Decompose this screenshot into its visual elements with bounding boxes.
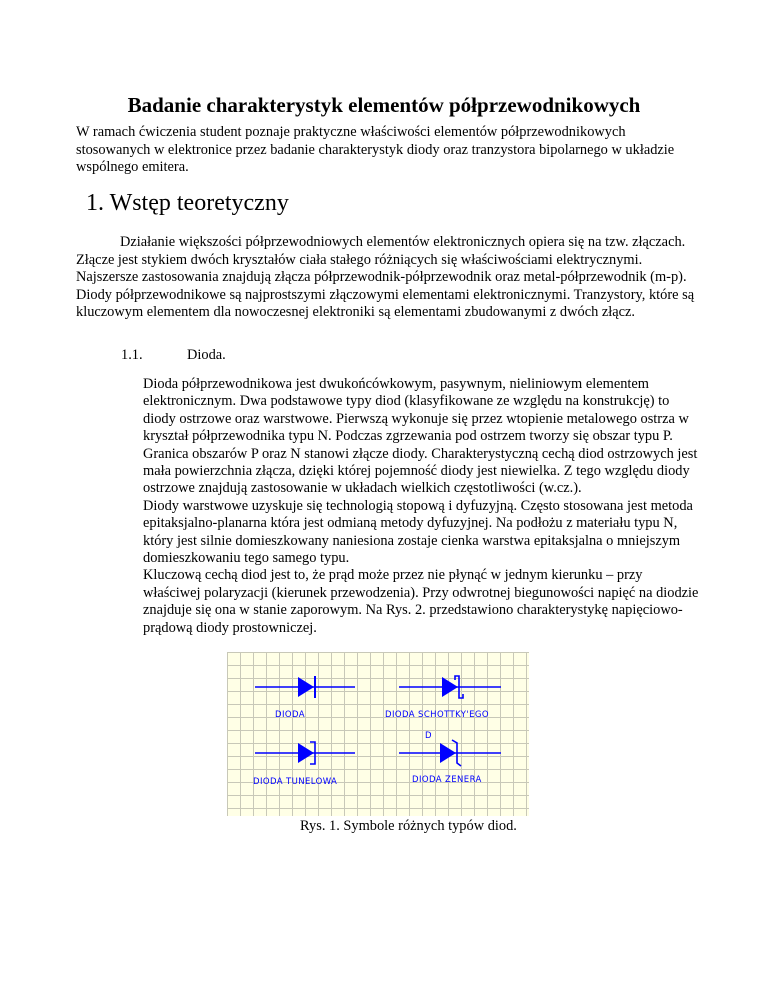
- diode-symbols-drawing: [227, 652, 529, 816]
- subsection-number: 1.1.: [121, 347, 143, 363]
- label-dioda-schottky: DIODA SCHOTTKY'EGO: [385, 710, 489, 720]
- diode-paragraph-1: Dioda półprzewodnikowa jest dwukońcówkowym, pasywnym, nieliniowym elementem elektronicznym. Dwa podstawowe typy diod (klasyfikowane ze względu na konstrukcję) to diody ostrzowe oraz warstwowe. Pierwszą wykonuje się przez wtopienie metalowego ostrza w kryształ półprzewodnika typu N. Podczas zgrzewania pod ostrzem tworzy się obszar typu P. Granica obszarów P oraz N stanowi złącze diody. Charakterystyczną cechą diod ostrzowych jest mała powierzchnia złącza, dzięki której pojemność diody jest niewielka. Z tego względu diody ostrzowe znajdują zastosowanie w układach wielkich częstotliwości (w.cz.).: [143, 376, 698, 497]
- schottky-diode-symbol: [399, 676, 501, 698]
- diode-paragraph-3: Kluczową cechą diod jest to, że prąd może przez nie płynąć w jednym kierunku – przy właściwej polaryzacji (kierunek przewodzenia). Przy odwrotnej biegunowości napięć na diodzie znajduje się ona w stanie zaporowym. Na Rys. 2. przedstawiono charakterystykę napięciowo-prądową diody prostowniczej.: [143, 567, 699, 636]
- tunnel-diode-symbol: [255, 742, 355, 764]
- label-dioda: DIODA: [275, 710, 305, 720]
- diode-symbol: [255, 676, 355, 698]
- zener-diode-symbol: [399, 740, 501, 766]
- subsection-title: Dioda.: [187, 347, 226, 363]
- diode-symbols-figure: [227, 652, 529, 816]
- diode-paragraph-2: Diody warstwowe uzyskuje się technologią stopową i dyfuzyjną. Często stosowana jest metoda epitaksjalno-planarna która jest odmianą metody dyfuzyjnej. Na podłożu z materiału typu N, który jest silnie domieszkowany naniesiona zostaje cienka warstwa epitaksjalna o mniejszym domieszkowaniu tego samego typu.: [143, 497, 693, 567]
- label-d: D: [425, 731, 432, 741]
- subsection-heading: [121, 346, 226, 364]
- label-dioda-zenera: DIODA ZENERA: [412, 775, 482, 785]
- page-title: Badanie charakterystyk elementów półprzewodnikowych: [127, 93, 641, 117]
- label-dioda-tunelowa: DIODA TUNELOWA: [253, 777, 338, 787]
- section-heading: 1. Wstęp teoretyczny: [86, 190, 289, 216]
- section-body: Działanie większości półprzewodniowych elementów elektronicznych opiera się na tzw. złączach. Złącze jest stykiem dwóch kryształów ciała stałego różniących się właściwościami elektrycznymi. Najszersze zastosowania znajdują złącza półprzewodnik-półprzewodnik oraz metal-półprzewodnik (m-p). Diody półprzewodnikowe są najprostszymi złączowymi elementami elektronicznymi. Tranzystory, które są kluczowym elementem dla nowoczesnej elektroniki są elementami zbudowanymi z dwóch złącz.: [76, 234, 695, 320]
- diode-description: [143, 376, 703, 637]
- figure-caption: Rys. 1. Symbole różnych typów diod.: [300, 818, 517, 834]
- intro-paragraph: W ramach ćwiczenia student poznaje praktyczne właściwości elementów półprzewodnikowych stosowanych w elektronice przez badanie charakterystyk diody oraz tranzystora bipolarnego w układzie wspólnego emitera.: [76, 124, 675, 175]
